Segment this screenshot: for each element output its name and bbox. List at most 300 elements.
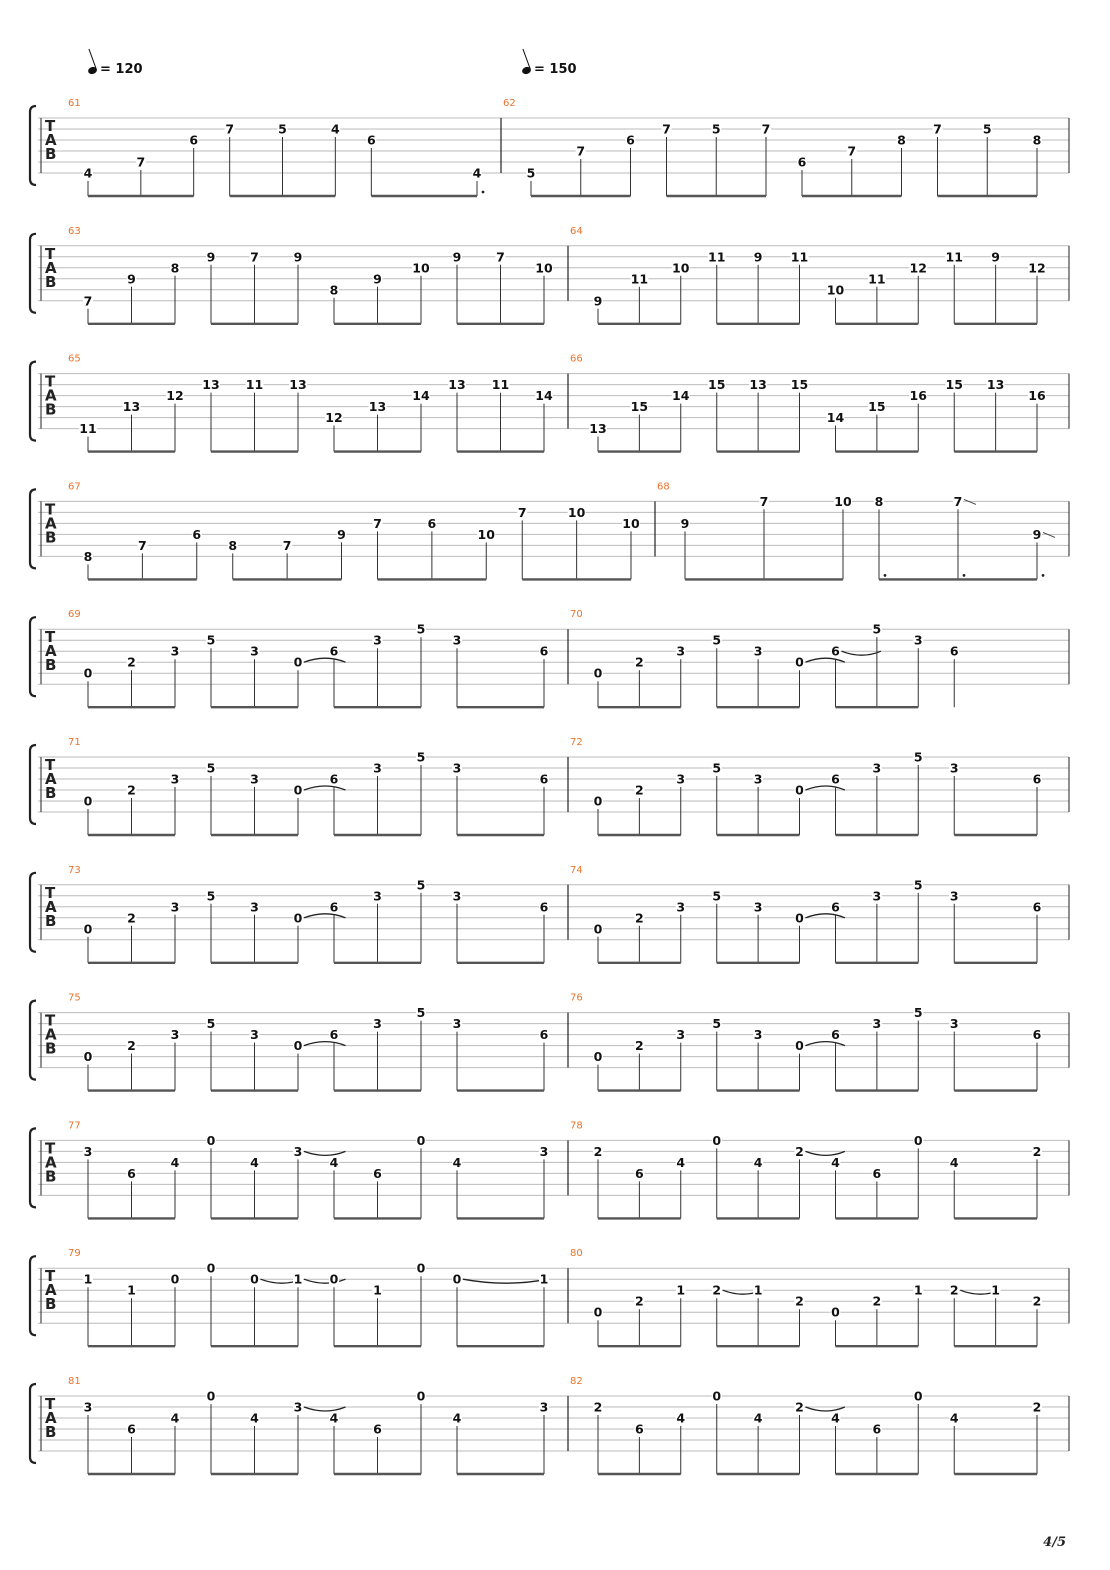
fret-number: 1 (991, 1282, 1000, 1298)
fret-number: 6 (539, 643, 549, 659)
fret-number: 6 (329, 771, 339, 787)
fret-number: 11 (491, 377, 510, 393)
fret-number: 13 (448, 377, 466, 393)
fret-number: 7 (576, 143, 586, 159)
fret-number: 0 (293, 654, 303, 670)
fret-number: 5 (711, 121, 721, 137)
fret-number: 0 (913, 1388, 923, 1404)
fret-number: 9 (753, 249, 763, 265)
fret-number: 6 (366, 132, 376, 148)
tab-clef-letter: T (45, 117, 56, 135)
fret-number: 0 (293, 1038, 303, 1054)
fret-number: 5 (416, 1005, 426, 1021)
fret-number: 3 (373, 760, 382, 776)
fret-number: 15 (945, 377, 963, 393)
fret-number: 0 (83, 921, 93, 937)
fret-number: 6 (831, 1027, 840, 1043)
fret-number: 3 (170, 643, 180, 659)
fret-number: 3 (949, 888, 959, 904)
fret-number: 0 (83, 793, 93, 809)
fret-number: 6 (329, 643, 339, 659)
fret-number: 12 (166, 388, 184, 404)
system-bracket (30, 1128, 36, 1207)
system-bracket (30, 1384, 36, 1463)
tab-clef-letter: T (45, 500, 56, 519)
measure-number: 75 (68, 992, 81, 1004)
fret-number: 0 (293, 910, 303, 926)
fret-number: 4 (753, 1154, 763, 1170)
fret-number: 6 (373, 1421, 382, 1437)
fret-number: 4 (329, 1154, 339, 1170)
fret-number: 0 (416, 1260, 426, 1276)
tie-arc (304, 1042, 346, 1046)
fret-number: 9 (293, 249, 303, 265)
fret-number: 3 (676, 643, 686, 659)
tab-clef-letter: T (45, 1395, 56, 1413)
fret-number: 3 (753, 1027, 763, 1043)
fret-number: 13 (986, 377, 1005, 393)
fret-number: 5 (206, 760, 216, 776)
fret-number: 8 (228, 537, 238, 553)
fret-number: 3 (949, 760, 959, 776)
fret-number: 7 (225, 121, 235, 137)
measure-number: 64 (570, 225, 583, 237)
system-bracket (30, 873, 36, 952)
fret-number: 0 (593, 1049, 603, 1065)
tempo-label: = 120 (100, 62, 143, 77)
fret-number: 4 (330, 121, 340, 137)
fret-number: 3 (676, 771, 686, 787)
fret-number: 1 (676, 1282, 686, 1298)
fret-number: 7 (83, 293, 93, 309)
fret-number: 4 (452, 1154, 462, 1170)
measure-number: 62 (503, 98, 516, 109)
fret-number: 4 (250, 1410, 259, 1426)
fret-number: 3 (872, 760, 882, 776)
system-bracket (30, 745, 36, 824)
tab-clef-letter: B (45, 1423, 57, 1441)
tie-arc (304, 914, 346, 918)
fret-number: 10 (672, 260, 690, 276)
fret-number: 3 (753, 643, 763, 659)
fret-number: 3 (452, 632, 462, 648)
fret-number: 2 (795, 1293, 804, 1309)
fret-number: 5 (416, 621, 426, 637)
tab-clef-letter: A (45, 897, 57, 916)
fret-number: 3 (676, 899, 686, 915)
measure-number: 69 (68, 609, 81, 621)
fret-number: 4 (170, 1154, 180, 1170)
measure-number: 80 (570, 1248, 583, 1260)
tie-arc (806, 914, 845, 918)
fret-number: 11 (630, 271, 649, 287)
fret-number: 4 (452, 1410, 462, 1426)
fret-number: 5 (416, 749, 426, 765)
tab-clef-letter: B (45, 1295, 57, 1314)
fret-number: 5 (206, 888, 216, 904)
fret-number: 5 (913, 1005, 923, 1021)
fret-number: 4 (831, 1410, 840, 1426)
fret-number: 9 (206, 249, 216, 265)
fret-number: 13 (289, 377, 307, 393)
fret-number: 3 (250, 899, 259, 915)
fret-number: 2 (712, 1282, 722, 1298)
fret-number: 11 (245, 377, 264, 393)
fret-number: 2 (635, 910, 644, 926)
fret-number: 11 (79, 421, 97, 437)
system-bracket (30, 362, 36, 441)
tab-clef-letter: B (45, 400, 57, 419)
fret-number: 7 (761, 121, 771, 137)
fret-number: 15 (868, 399, 886, 415)
fret-number: 7 (759, 493, 769, 509)
fret-number: 2 (127, 910, 136, 926)
fret-number: 6 (192, 526, 202, 542)
fret-number: 11 (790, 249, 809, 265)
tab-clef-letter: B (45, 911, 57, 930)
fret-number: 13 (368, 399, 387, 415)
fret-number: 0 (206, 1260, 216, 1276)
fret-number: 6 (635, 1165, 644, 1181)
tie-arc (304, 1279, 346, 1283)
fret-number: 13 (202, 377, 220, 393)
fret-number: 7 (933, 121, 942, 137)
fret-number: 3 (170, 771, 180, 787)
measure-number: 68 (657, 481, 670, 493)
tab-clef-letter: T (45, 756, 56, 774)
fret-number: 2 (795, 1143, 804, 1159)
tie-arc (304, 658, 346, 662)
fret-number: 0 (712, 1132, 722, 1148)
fret-number: 8 (170, 260, 180, 276)
tab-clef-letter: T (45, 244, 56, 263)
fret-number: 2 (1032, 1143, 1042, 1159)
fret-number: 3 (539, 1399, 549, 1415)
fret-number: 2 (127, 654, 136, 670)
fret-number: 4 (250, 1154, 259, 1170)
fret-number: 0 (329, 1271, 339, 1287)
fret-number: 1 (913, 1282, 923, 1298)
fret-number: 6 (831, 899, 840, 915)
measure-number: 81 (68, 1376, 81, 1387)
fret-number: 10 (477, 526, 495, 542)
tab-clef-letter: B (45, 272, 57, 291)
fret-number: 12 (1028, 260, 1046, 276)
dot-mark (1042, 574, 1045, 577)
fret-number: 0 (593, 921, 603, 937)
fret-number: 6 (127, 1165, 136, 1181)
fret-number: 5 (712, 760, 722, 776)
measure-number: 82 (570, 1376, 583, 1387)
fret-number: 3 (452, 1016, 462, 1032)
tie-arc (463, 1279, 548, 1283)
fret-number: 11 (868, 271, 886, 287)
fret-number: 4 (949, 1410, 959, 1426)
tab-clef-letter: T (45, 628, 56, 647)
fret-number: 15 (708, 377, 726, 393)
fret-number: 10 (412, 260, 430, 276)
measure-number: 65 (68, 353, 81, 365)
fret-number: 11 (945, 249, 963, 265)
fret-number: 10 (834, 493, 852, 509)
fret-number: 7 (138, 537, 147, 553)
fret-number: 9 (127, 271, 136, 287)
fret-number: 5 (278, 121, 287, 137)
fret-number: 6 (872, 1421, 882, 1437)
fret-number: 6 (872, 1165, 882, 1181)
tempo-label: = 150 (534, 62, 577, 77)
fret-number: 3 (250, 1027, 259, 1043)
fret-number: 5 (206, 1016, 216, 1032)
fret-number: 0 (593, 793, 603, 809)
fret-number: 7 (250, 249, 259, 265)
fret-number: 6 (797, 154, 807, 170)
fret-number: 5 (872, 621, 882, 637)
fret-number: 2 (127, 782, 136, 798)
fret-number: 6 (373, 1165, 382, 1181)
fret-number: 8 (329, 282, 339, 298)
fret-number: 7 (517, 504, 527, 520)
tab-clef-letter: A (45, 1409, 57, 1427)
fret-number: 0 (593, 665, 603, 681)
fret-number: 13 (589, 421, 607, 437)
fret-number: 0 (795, 1038, 804, 1054)
fret-number: 3 (373, 1016, 382, 1032)
fret-number: 10 (826, 282, 845, 298)
fret-number: 6 (1032, 899, 1042, 915)
fret-number: 4 (676, 1154, 686, 1170)
tab-clef-letter: B (45, 528, 57, 547)
tab-clef-letter: A (45, 770, 57, 788)
fret-number: 0 (795, 782, 804, 798)
fret-number: 4 (753, 1410, 763, 1426)
fret-number: 6 (427, 515, 437, 531)
measure-number: 74 (570, 864, 583, 876)
fret-number: 2 (872, 1293, 882, 1309)
system-bracket (30, 1256, 36, 1335)
fret-number: 0 (83, 1049, 93, 1065)
tab-clef-letter: T (45, 1267, 56, 1286)
system-bracket (30, 106, 36, 185)
measure-number: 61 (68, 98, 81, 109)
fret-number: 3 (250, 771, 259, 787)
fret-number: 7 (953, 493, 963, 509)
fret-number: 1 (373, 1282, 382, 1298)
fret-number: 6 (949, 643, 959, 659)
fret-number: 3 (250, 643, 259, 659)
fret-number: 3 (539, 1143, 549, 1159)
fret-number: 6 (329, 899, 339, 915)
fret-number: 3 (949, 1016, 959, 1032)
fret-number: 3 (373, 632, 382, 648)
system-bracket (30, 1001, 36, 1080)
fret-number: 0 (913, 1132, 923, 1148)
fret-number: 3 (872, 1016, 882, 1032)
tie-arc (806, 658, 845, 662)
fret-number: 6 (626, 132, 635, 148)
fret-number: 8 (897, 132, 906, 148)
measure-number: 76 (570, 992, 583, 1004)
fret-number: 9 (452, 249, 462, 265)
fret-number: 11 (708, 249, 726, 265)
measure-number: 67 (68, 481, 81, 493)
fret-number: 1 (293, 1271, 303, 1287)
fret-number: 4 (949, 1154, 959, 1170)
fret-number: 3 (872, 888, 882, 904)
fret-number: 0 (250, 1271, 259, 1287)
tab-clef-letter: A (45, 131, 57, 149)
fret-number: 3 (452, 888, 462, 904)
fret-number: 6 (539, 771, 549, 787)
fret-number: 9 (373, 271, 382, 287)
fret-number: 3 (170, 1027, 180, 1043)
tab-clef-letter: A (45, 642, 57, 661)
fret-number: 6 (539, 1027, 549, 1043)
fret-number: 3 (293, 1399, 303, 1415)
fret-number: 3 (170, 899, 180, 915)
fret-number: 6 (329, 1027, 339, 1043)
fret-number: 1 (127, 1282, 136, 1298)
measure-number: 63 (68, 225, 81, 237)
tab-clef-letter: T (45, 372, 56, 391)
fret-number: 0 (795, 910, 804, 926)
fret-number: 5 (526, 165, 536, 181)
fret-number: 14 (672, 388, 690, 404)
dot-mark (482, 191, 485, 194)
measure-number: 70 (570, 609, 583, 621)
fret-number: 7 (662, 121, 671, 137)
fret-number: 16 (909, 388, 927, 404)
tie-arc (806, 786, 845, 790)
fret-number: 5 (982, 121, 992, 137)
fret-number: 10 (622, 515, 640, 531)
tie-arc (304, 1407, 346, 1411)
fret-number: 2 (1032, 1399, 1042, 1415)
fret-number: 2 (593, 1143, 603, 1159)
fret-number: 13 (122, 399, 141, 415)
fret-number: 0 (170, 1271, 180, 1287)
fret-number: 2 (593, 1399, 603, 1415)
fret-number: 6 (1032, 1027, 1042, 1043)
fret-number: 4 (472, 165, 482, 181)
tab-clef-letter: B (45, 145, 57, 163)
tab-clef-letter: B (45, 784, 57, 802)
measure-number: 79 (68, 1248, 81, 1260)
fret-number: 9 (680, 515, 690, 531)
fret-number: 5 (206, 632, 216, 648)
fret-number: 0 (416, 1132, 426, 1148)
fret-number: 15 (630, 399, 649, 415)
fret-number: 0 (452, 1271, 462, 1287)
fret-number: 9 (593, 293, 603, 309)
fret-number: 7 (496, 249, 505, 265)
fret-number: 2 (635, 654, 644, 670)
fret-number: 3 (83, 1399, 93, 1415)
fret-number: 6 (1032, 771, 1042, 787)
dot-mark (963, 574, 966, 577)
fret-number: 0 (83, 665, 93, 681)
system-bracket (30, 489, 36, 568)
fret-number: 0 (593, 1304, 603, 1320)
fret-number: 5 (712, 632, 722, 648)
fret-number: 7 (282, 537, 292, 553)
fret-number: 15 (790, 377, 809, 393)
tab-clef-letter: A (45, 1025, 57, 1044)
measure-number: 72 (570, 737, 583, 748)
fret-number: 3 (452, 760, 462, 776)
tab-clef-letter: T (45, 1139, 56, 1158)
tab-clef-letter: A (45, 258, 57, 277)
fret-number: 4 (676, 1410, 686, 1426)
fret-number: 5 (712, 888, 722, 904)
tab-clef-letter: B (45, 1167, 57, 1186)
tab-clef-letter: A (45, 514, 57, 533)
measure-number: 77 (68, 1120, 81, 1132)
fret-number: 1 (753, 1282, 763, 1298)
fret-number: 6 (635, 1421, 644, 1437)
fret-number: 2 (1032, 1293, 1042, 1309)
fret-number: 0 (206, 1388, 216, 1404)
fret-number: 2 (127, 1038, 136, 1054)
fret-number: 6 (831, 771, 840, 787)
fret-number: 3 (293, 1143, 303, 1159)
fret-number: 8 (1032, 132, 1042, 148)
fret-number: 8 (874, 493, 884, 509)
tab-clef-letter: T (45, 883, 56, 902)
fret-number: 2 (635, 782, 644, 798)
tab-clef-letter: A (45, 1153, 57, 1172)
fret-number: 7 (136, 154, 146, 170)
fret-number: 10 (567, 504, 586, 520)
fret-number: 12 (325, 410, 343, 426)
fret-number: 0 (712, 1388, 722, 1404)
system-bracket (30, 617, 36, 696)
fret-number: 9 (337, 526, 346, 542)
tab-clef-letter: B (45, 1039, 57, 1058)
measure-number: 66 (570, 353, 583, 365)
fret-number: 10 (535, 260, 553, 276)
tab-clef-letter: B (45, 656, 57, 675)
tie-arc (842, 651, 881, 655)
system-bracket (30, 234, 36, 313)
fret-number: 2 (635, 1293, 644, 1309)
fret-number: 14 (826, 410, 845, 426)
fret-number: 5 (416, 877, 426, 893)
fret-number: 6 (189, 132, 199, 148)
fret-number: 3 (753, 899, 763, 915)
measure-number: 73 (68, 864, 81, 876)
fret-number: 9 (991, 249, 1000, 265)
fret-number: 2 (949, 1282, 959, 1298)
fret-number: 4 (83, 165, 93, 181)
fret-number: 14 (535, 388, 553, 404)
fret-number: 7 (373, 515, 382, 531)
fret-number: 14 (412, 388, 430, 404)
fret-number: 4 (170, 1410, 180, 1426)
fret-number: 5 (712, 1016, 722, 1032)
fret-number: 16 (1028, 388, 1046, 404)
fret-number: 0 (416, 1388, 426, 1404)
fret-number: 0 (831, 1304, 840, 1320)
tie-arc (304, 1151, 346, 1155)
fret-number: 5 (913, 877, 923, 893)
fret-number: 1 (539, 1271, 549, 1287)
fret-number: 4 (831, 1154, 840, 1170)
fret-number: 0 (206, 1132, 216, 1148)
fret-number: 12 (909, 260, 927, 276)
fret-number: 8 (83, 548, 93, 564)
fret-number: 3 (373, 888, 382, 904)
